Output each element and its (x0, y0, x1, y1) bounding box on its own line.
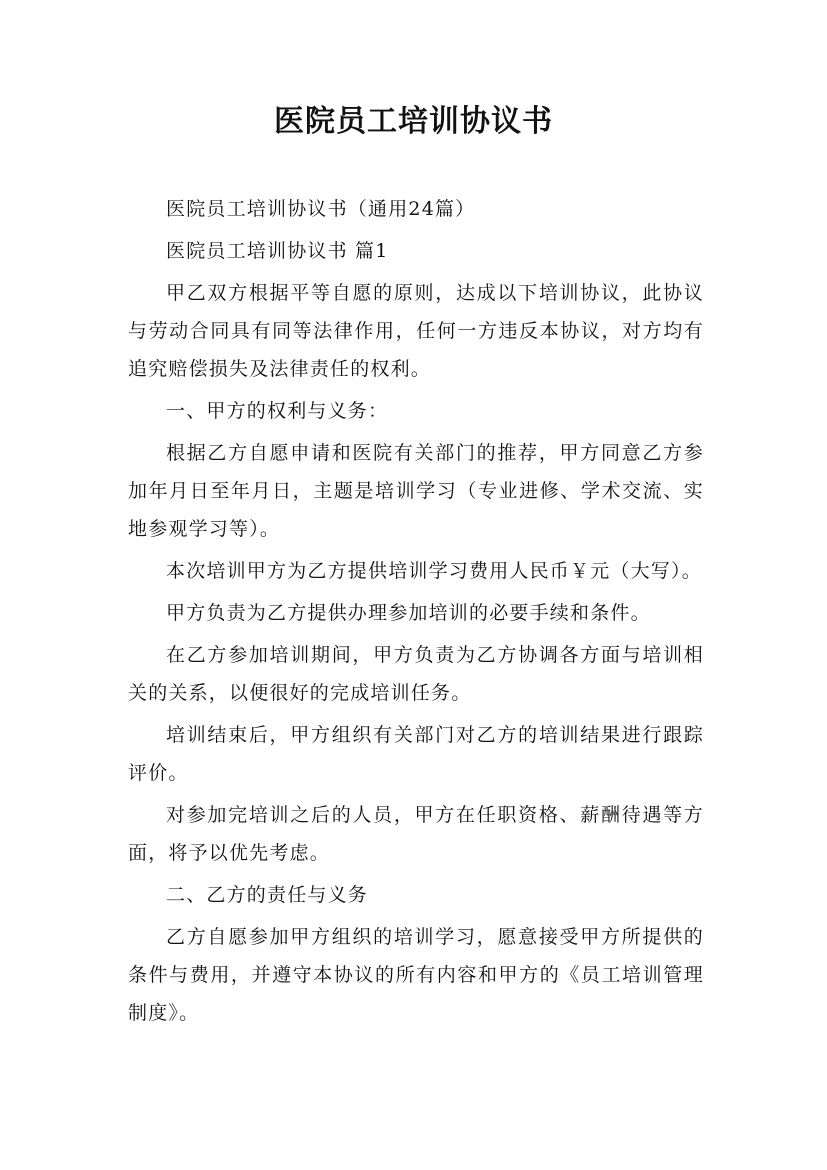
paragraph-party-a-2: 本次培训甲方为乙方提供培训学习费用人民币￥元（大写）。 (166, 560, 702, 582)
paragraph-party-a-heading: 一、甲方的权利与义务： (166, 400, 389, 422)
paragraph-party-a-4: 在乙方参加培训期间，甲方负责为乙方协调各方面与培训相关的关系，以便很好的完成培训任务。 (128, 644, 704, 704)
paragraph-party-a-5: 培训结束后，甲方组织有关部门对乙方的培训结果进行跟踪评价。 (128, 724, 704, 784)
paragraph-section-heading: 医院员工培训协议书 篇1 (166, 240, 389, 262)
document-body (128, 190, 704, 1036)
paragraph-party-a-1: 根据乙方自愿申请和医院有关部门的推荐，甲方同意乙方参加年月日至年月日，主题是培训学习（专业进修、学术交流、实地参观学习等）。 (128, 442, 704, 540)
paragraph-preamble: 甲乙双方根据平等自愿的原则，达成以下培训协议，此协议与劳动合同具有同等法律作用，任何一方违反本协议，对方均有追究赔偿损失及法律责任的权利。 (128, 282, 704, 380)
paragraph-party-a-3: 甲方负责为乙方提供办理参加培训的必要手续和条件。 (166, 602, 651, 624)
paragraph-party-a-6: 对参加完培训之后的人员，甲方在任职资格、薪酬待遇等方面，将予以优先考虑。 (128, 804, 704, 864)
paragraph-party-b-1: 乙方自愿参加甲方组织的培训学习，愿意接受甲方所提供的条件与费用，并遵守本协议的所有内容和甲方的《员工培训管理制度》。 (128, 926, 704, 1024)
document-title: 医院员工培训协议书 (274, 104, 553, 139)
paragraph-subtitle: 医院员工培训协议书（通用24篇） (166, 198, 476, 220)
paragraph-party-b-heading: 二、乙方的责任与义务 (166, 884, 369, 906)
